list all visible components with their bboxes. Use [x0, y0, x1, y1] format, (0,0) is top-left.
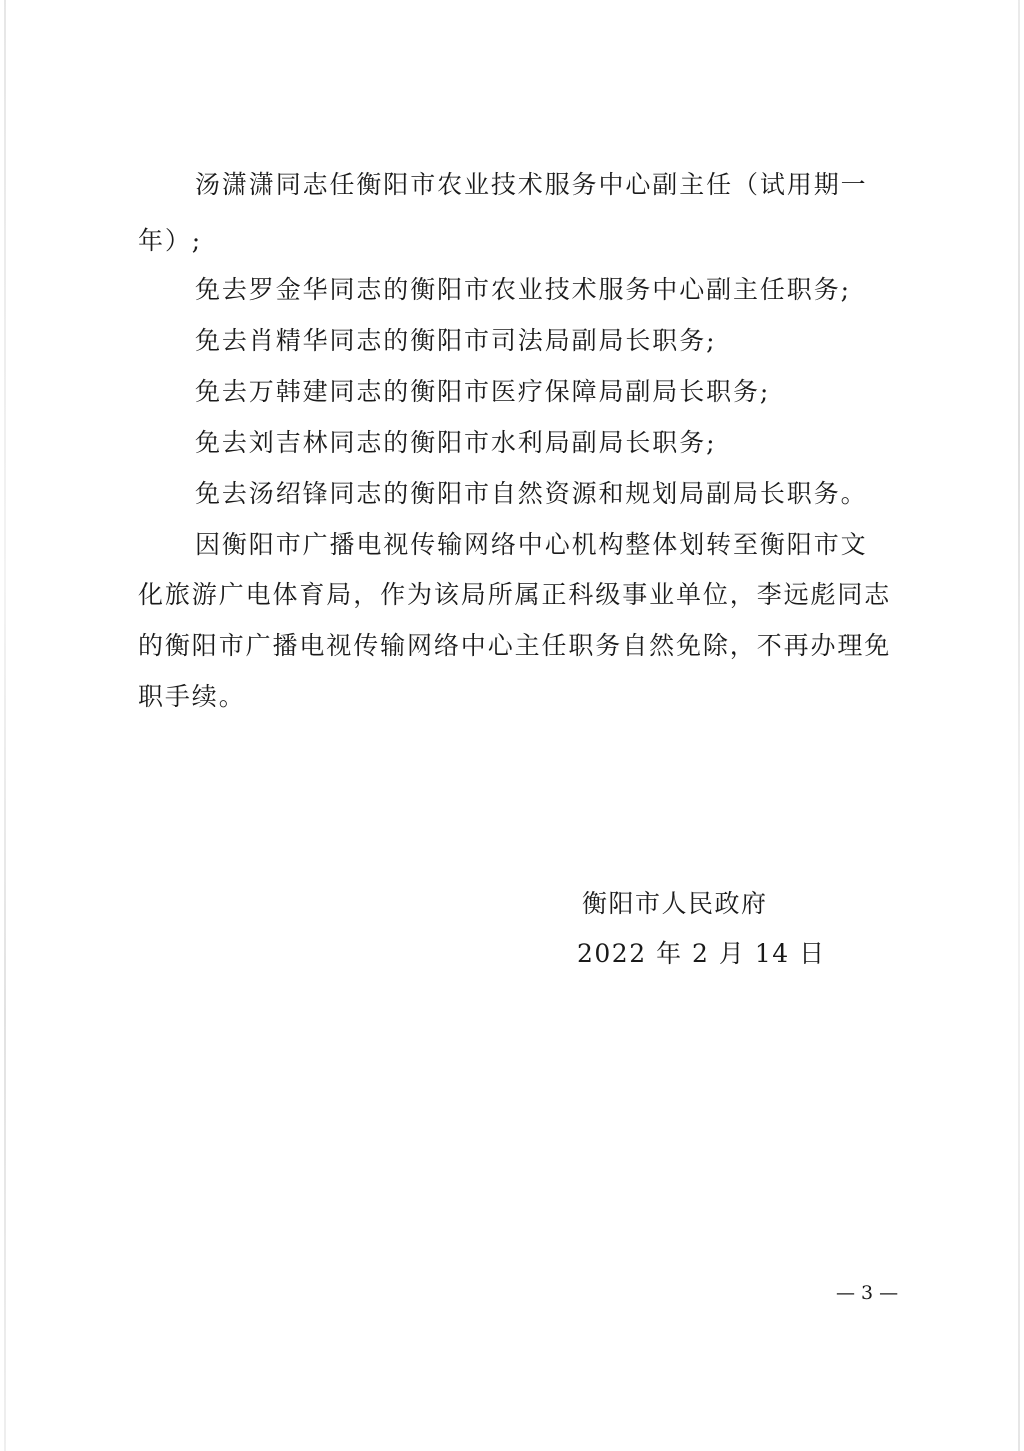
page-number: — 3 —	[836, 1282, 899, 1304]
body-line: 职手续。	[138, 682, 246, 711]
signing-date: 2022 年 2 月 14 日	[577, 939, 826, 968]
signing-organization: 衡阳市人民政府	[582, 889, 768, 918]
body-line: 免去汤绍锋同志的衡阳市自然资源和规划局副局长职务。	[195, 479, 868, 508]
body-line: 免去肖精华同志的衡阳市司法局副局长职务;	[195, 326, 717, 355]
scan-edge-right	[1018, 0, 1020, 1451]
body-line: 因衡阳市广播电视传输网络中心机构整体划转至衡阳市文	[195, 530, 868, 559]
body-line: 的衡阳市广播电视传输网络中心主任职务自然免除，不再办理免	[138, 631, 892, 660]
scan-edge-left	[4, 0, 6, 1451]
body-line: 免去万韩建同志的衡阳市医疗保障局副局长职务;	[195, 377, 771, 406]
body-line: 化旅游广电体育局，作为该局所属正科级事业单位，李远彪同志	[138, 580, 892, 609]
body-line: 汤潇潇同志任衡阳市农业技术服务中心副主任（试用期一	[195, 170, 868, 199]
body-line: 免去罗金华同志的衡阳市农业技术服务中心副主任职务;	[195, 275, 851, 304]
body-line: 免去刘吉林同志的衡阳市水利局副局长职务;	[195, 428, 717, 457]
body-line: 年）;	[138, 226, 203, 255]
